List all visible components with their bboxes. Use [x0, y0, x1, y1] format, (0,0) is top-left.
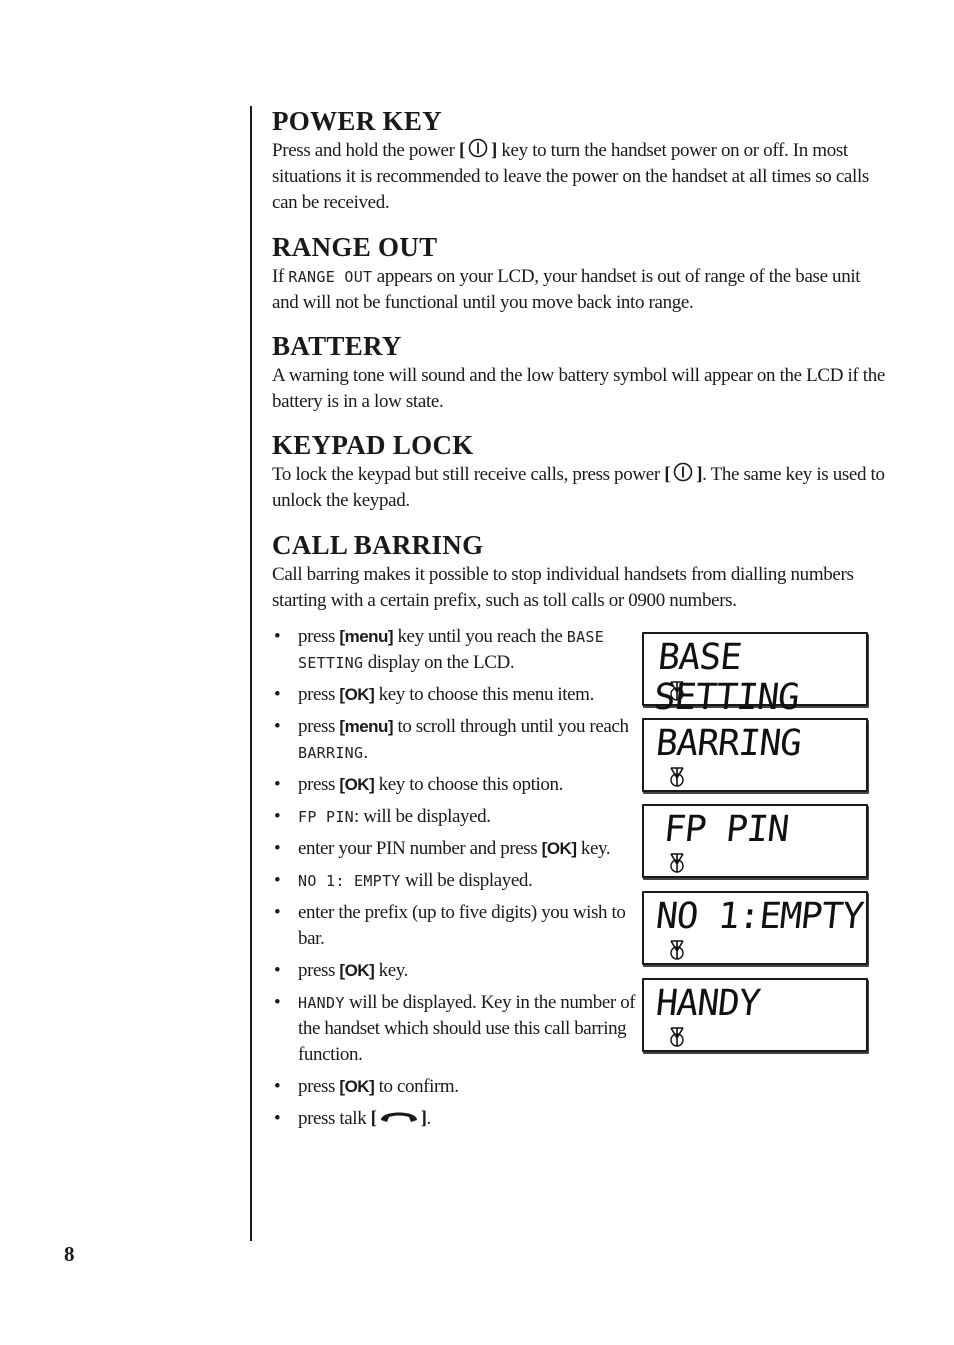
keypad-lock-text: To lock the keypad but still receive calls, press power [ ]. The same key is used to unlock the keypad.: [272, 464, 885, 511]
range-out-text: If RANGE OUT appears on your LCD, your handset is out of range of the base unit and will not be functional until you move back into range.: [272, 266, 861, 313]
section-call-barring: [272, 528, 888, 614]
list-item: • press [OK] key.: [274, 960, 408, 981]
heading-keypad-lock: KEYPAD LOCK: [272, 430, 474, 460]
list-item: • press [OK] key to choose this menu item.: [274, 684, 594, 705]
lcd-display-no1-empty: NO 1:EMPTY: [642, 891, 868, 965]
list-item: • FP PIN: will be displayed.: [274, 806, 491, 827]
antenna-icon: [668, 766, 686, 788]
list-item: • HANDY will be displayed. Key in the number of the handset which should use this call barring function.: [274, 992, 636, 1065]
phone-handset-icon: [377, 1106, 421, 1126]
list-item: • press [OK] to confirm.: [274, 1076, 459, 1097]
lcd-word-range-out: RANGE OUT: [288, 268, 373, 286]
lcd-display-base-setting: BASE SETTING: [642, 632, 868, 706]
lcd-display-fp-pin: FP PIN: [642, 804, 868, 878]
heading-range-out: RANGE OUT: [272, 232, 438, 262]
list-item: • enter the prefix (up to five digits) you wish to bar.: [274, 902, 626, 949]
section-range-out: [272, 230, 888, 316]
margin-rule: [250, 106, 252, 1241]
list-item: • press [menu] to scroll through until you reach BARRING.: [274, 716, 629, 763]
battery-text: A warning tone will sound and the low battery symbol will appear on the LCD if the battery is in a low state.: [272, 365, 885, 412]
power-icon: [465, 138, 491, 158]
heading-battery: BATTERY: [272, 331, 402, 361]
list-item: • NO 1: EMPTY will be displayed.: [274, 870, 533, 891]
heading-power-key: POWER KEY: [272, 106, 442, 136]
list-item: • press talk [ ].: [274, 1108, 431, 1129]
power-key-text: Press and hold the power [ ] key to turn the handset power on or off. In most situations it is recommended to leave the power on the handset at all times so calls can be received.: [272, 140, 869, 213]
antenna-icon: [668, 1026, 686, 1048]
section-battery: [272, 329, 888, 415]
page-number: 8: [64, 1242, 75, 1266]
call-barring-text: Call barring makes it possible to stop individual handsets from dialling numbers starting with a certain prefix, such as toll calls or 0900 numbers.: [272, 564, 854, 611]
list-item: • press [OK] key to choose this option.: [274, 774, 563, 795]
antenna-icon: [668, 852, 686, 874]
power-icon: [670, 462, 696, 482]
lcd-display-handy: HANDY: [642, 978, 868, 1052]
lcd-display-barring: BARRING: [642, 718, 868, 792]
antenna-icon: [668, 939, 686, 961]
section-keypad-lock: [272, 428, 888, 514]
section-power-key: [272, 104, 888, 216]
call-barring-steps: [272, 624, 642, 1138]
list-item: • enter your PIN number and press [OK] key.: [274, 838, 611, 859]
list-item: • press [menu] key until you reach the BASE SETTING display on the LCD.: [274, 626, 605, 673]
antenna-icon: [668, 680, 686, 702]
heading-call-barring: CALL BARRING: [272, 530, 484, 560]
